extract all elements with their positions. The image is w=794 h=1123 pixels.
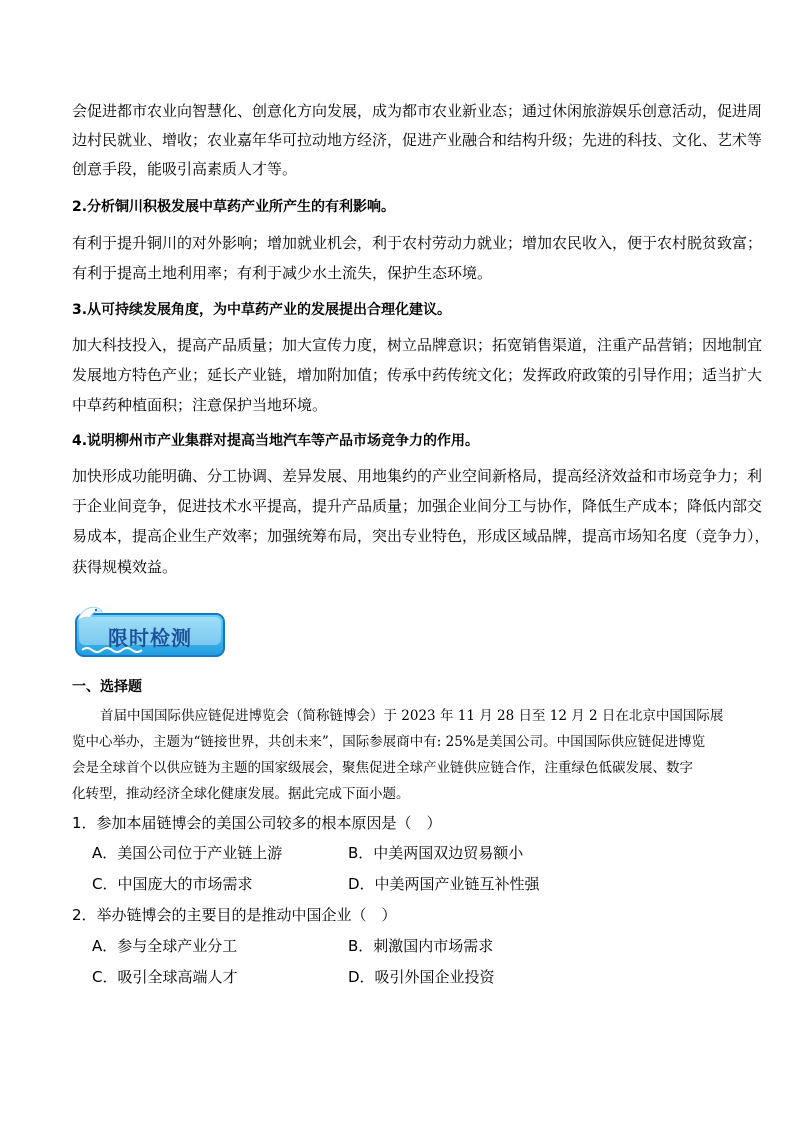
banner-label: 限时检测 [108, 626, 192, 650]
section-heading: 一、选择题 [72, 679, 142, 695]
question-2-option-b[interactable]: B．刺激国内市场需求 [348, 937, 494, 955]
passage-line: 首届中国国际供应链促进博览会（简称链博会）于 2023 年 11 月 28 日至 12 月 2 日在北京中国国际展 [100, 708, 724, 724]
answer4-line: 易成本，提高企业生产效率；加强统筹布局，突出专业特色，形成区域品牌，提高市场知名度（竞争力）， [72, 527, 770, 545]
section-banner [72, 602, 228, 660]
passage-line: 会是全球首个以供应链为主题的国家级展会，聚焦促进全球产业链供应链合作，注重绿色低碳发展、数字 [72, 760, 693, 776]
answer2-line: 有利于提升铜川的对外影响；增加就业机会，利于农村劳动力就业；增加农民收入，便于农村脱贫致富； [72, 234, 763, 252]
answer2-line: 有利于提高土地利用率；有利于减少水土流失，保护生态环境。 [72, 264, 493, 282]
question-2-option-a[interactable]: A．参与全球产业分工 [92, 937, 238, 955]
question-2-option-c[interactable]: C．吸引全球高端人才 [92, 968, 238, 986]
question-2-stem: 2．举办链博会的主要目的是推动中国企业（ ） [72, 906, 397, 924]
answer3-line: 中草药种植面积；注意保护当地环境。 [72, 396, 328, 414]
answer1-line: 边村民就业、增收；农业嘉年华可拉动地方经济，促进产业融合和结构升级；先进的科技、文化、艺术等 [72, 131, 763, 149]
question-3-heading: 3.从可持续发展角度，为中草药产业的发展提出合理化建议。 [72, 302, 452, 318]
passage-line: 览中心举办，主题为“链接世界，共创未来”，国际参展商中有: 25%是美国公司。中国国际供应链促进博览 [72, 734, 706, 750]
answer1-line: 会促进都市农业向智慧化、创意化方向发展，成为都市农业新业态；通过休闲旅游娱乐创意活动，促进周 [72, 102, 763, 120]
question-1-option-a[interactable]: A．美国公司位于产业链上游 [92, 844, 283, 862]
question-1-option-b[interactable]: B．中美两国双边贸易额小 [348, 844, 524, 862]
answer4-line: 于企业间竞争，促进技术水平提高，提升产品质量；加强企业间分工与协作，降低生产成本；降低内部交 [72, 497, 763, 515]
question-1-option-d[interactable]: D．中美两国产业链互补性强 [348, 875, 540, 893]
answer3-line: 加大科技投入，提高产品质量；加大宣传力度，树立品牌意识；拓宽销售渠道，注重产品营销；因地制宜 [72, 336, 763, 354]
question-2-heading: 2.分析铜川积极发展中草药产业所产生的有利影响。 [72, 199, 396, 215]
passage-line: 化转型，推动经济全球化健康发展。据此完成下面小题。 [72, 786, 410, 802]
question-1-option-c[interactable]: C．中国庞大的市场需求 [92, 875, 253, 893]
answer3-line: 发展地方特色产业；延长产业链，增加附加值；传承中药传统文化；发挥政府政策的引导作用；适当扩大 [72, 366, 763, 384]
answer4-line: 获得规模效益。 [72, 558, 178, 576]
question-1-stem: 1．参加本届链博会的美国公司较多的根本原因是（ ） [72, 814, 442, 832]
question-2-option-d[interactable]: D．吸引外国企业投资 [348, 968, 495, 986]
question-4-heading: 4.说明柳州市产业集群对提高当地汽车等产品市场竞争力的作用。 [72, 433, 480, 449]
answer1-line: 创意手段，能吸引高素质人才等。 [72, 160, 298, 178]
answer4-line: 加快形成功能明确、分工协调、差异发展、用地集约的产业空间新格局，提高经济效益和市场竞争力；利 [72, 467, 763, 485]
